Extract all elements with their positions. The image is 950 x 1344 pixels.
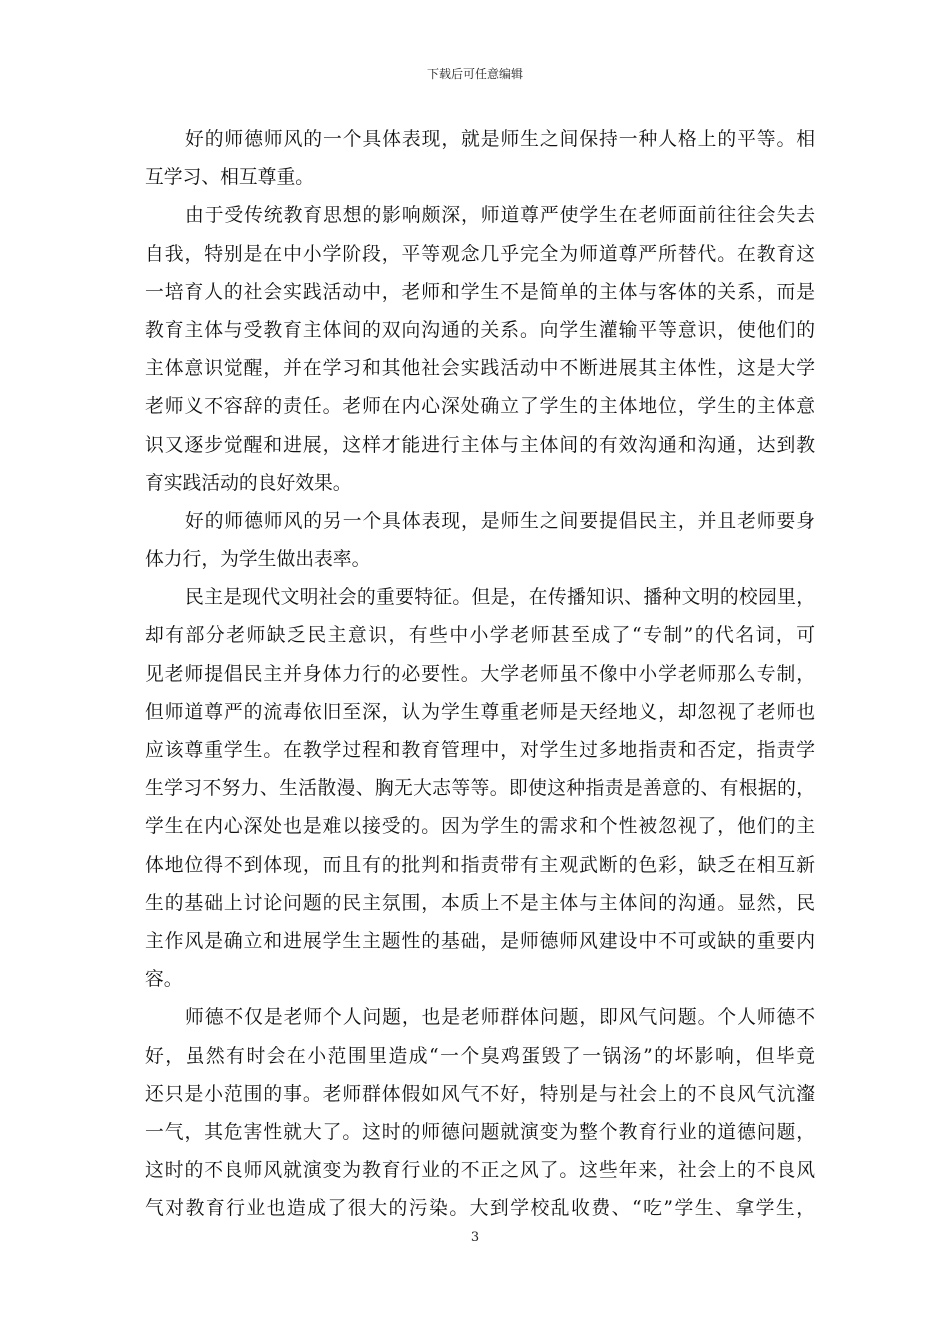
text-line: 互学习、相互尊重。	[145, 167, 315, 189]
text-line: 好，虽然有时会在小范围里造成“一个臭鸡蛋毁了一锅汤”的坏影响，但毕竟	[145, 1045, 815, 1067]
text-line: 老师义不容辞的责任。老师在内心深处确立了学生的主体地位，学生的主体意	[145, 396, 815, 418]
text-line: 这时的不良师风就演变为教育行业的不正之风了。这些年来，社会上的不良风	[145, 1160, 815, 1182]
text-line: 学生在内心深处也是难以接受的。因为学生的需求和个性被忽视了，他们的主	[145, 816, 815, 838]
text-line: 气对教育行业也造成了很大的污染。大到学校乱收费、“吃”学生、拿学生，	[145, 1198, 815, 1220]
text-line: 但师道尊严的流毒依旧至深，认为学生尊重老师是天经地义，却忽视了老师也	[145, 701, 815, 723]
text-line: 由于受传统教育思想的影响颇深，师道尊严使学生在老师面前往往会失去	[185, 205, 815, 227]
text-line: 民主是现代文明社会的重要特征。但是，在传播知识、播种文明的校园里，	[185, 587, 815, 609]
text-line: 育实践活动的良好效果。	[145, 472, 352, 494]
text-line: 生学习不努力、生活散漫、胸无大志等等。即使这种指责是善意的、有根据的，	[145, 778, 815, 800]
text-line: 一气，其危害性就大了。这时的师德问题就演变为整个教育行业的道德问题，	[145, 1121, 815, 1143]
text-line: 教育主体与受教育主体间的双向沟通的关系。向学生灌输平等意识，使他们的	[145, 319, 815, 341]
text-line: 应该尊重学生。在教学过程和教育管理中，对学生过多地指责和否定，指责学	[145, 740, 815, 761]
text-line: 生的基础上讨论问题的民主氛围，本质上不是主体与主体间的沟通。显然，民	[145, 892, 815, 914]
text-line: 见老师提倡民主并身体力行的必要性。大学老师虽不像中小学老师那么专制，	[145, 663, 815, 685]
text-line: 体地位得不到体现，而且有的批判和指责带有主观武断的色彩，缺乏在相互新	[145, 854, 815, 876]
text-line: 识又逐步觉醒和进展，这样才能进行主体与主体间的有效沟通和沟通，达到教	[145, 434, 815, 456]
text-line: 一培育人的社会实践活动中，老师和学生不是简单的主体与客体的关系，而是	[145, 281, 815, 303]
text-line: 主作风是确立和进展学生主题性的基础，是师德师风建设中不可或缺的重要内	[145, 930, 815, 952]
page-number: 3	[470, 1230, 480, 1245]
text-line: 师德不仅是老师个人问题，也是老师群体问题，即风气问题。个人师德不	[185, 1007, 815, 1029]
text-line: 好的师德师风的一个具体表现，就是师生之间保持一种人格上的平等。相	[185, 129, 815, 150]
text-line: 却有部分老师缺乏民主意识，有些中小学老师甚至成了“专制”的代名词，可	[145, 625, 815, 647]
text-line: 体力行，为学生做出表率。	[145, 549, 371, 571]
text-line: 自我，特别是在中小学阶段，平等观念几乎完全为师道尊严所替代。在教育这	[145, 243, 815, 265]
text-line: 还只是小范围的事。老师群体假如风气不好，特别是与社会上的不良风气沆瀣	[145, 1083, 815, 1105]
text-line: 容。	[145, 969, 183, 991]
text-line: 主体意识觉醒，并在学习和其他社会实践活动中不断进展其主体性，这是大学	[145, 358, 815, 380]
text-line: 好的师德师风的另一个具体表现，是师生之间要提倡民主，并且老师要身	[185, 510, 815, 532]
document-body	[145, 121, 815, 1228]
page-header: 下载后可任意编辑	[426, 67, 523, 81]
